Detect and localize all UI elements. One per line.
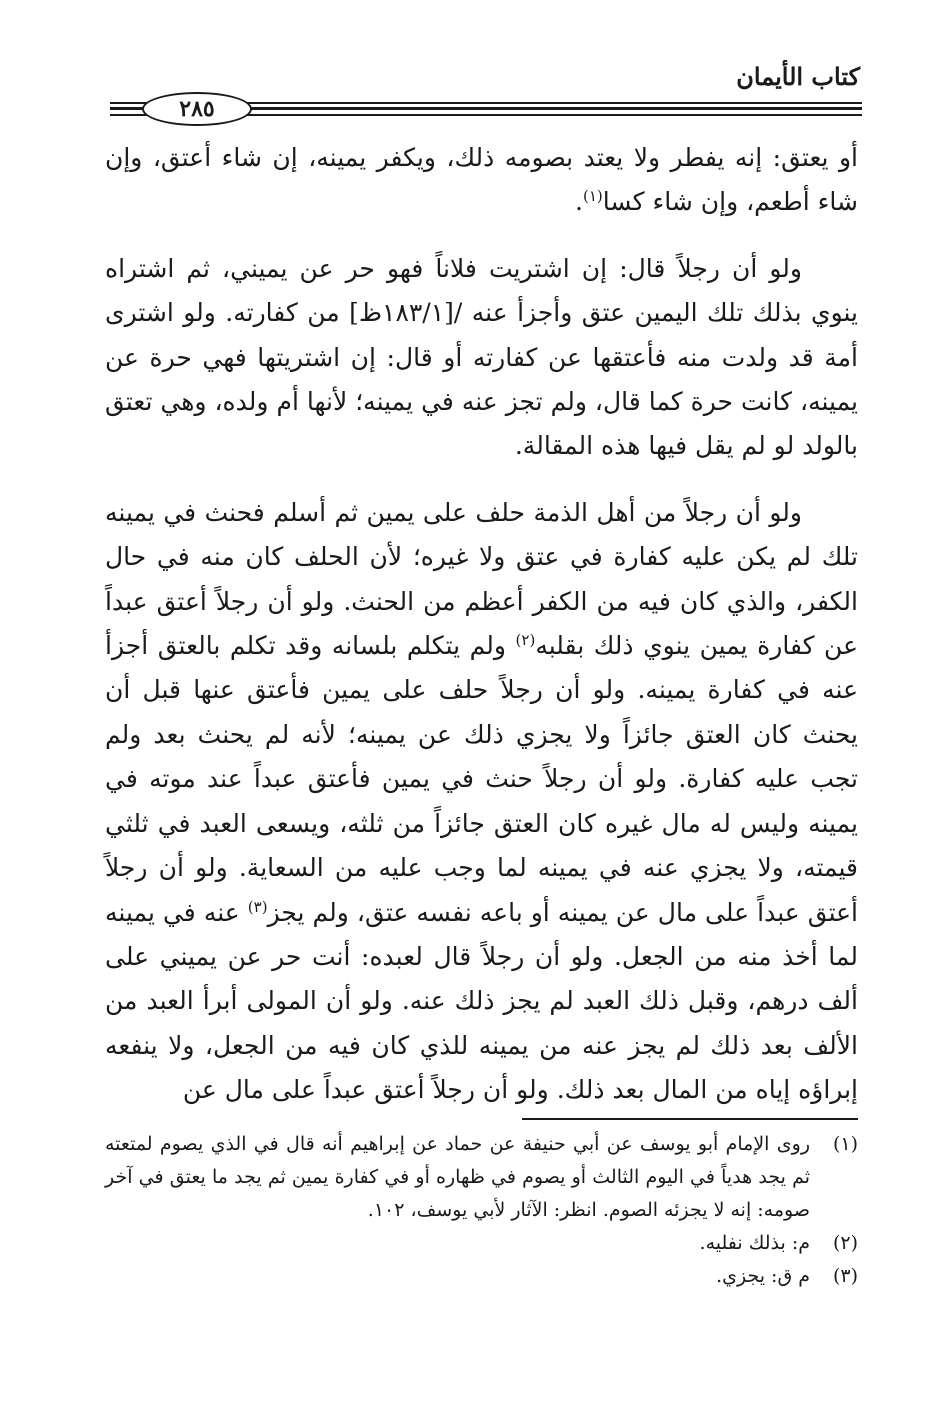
footnote-text: م: بذلك نفليه. (699, 1232, 810, 1254)
paragraph-3-part-b: ولم يتكلم بلسانه وقد تكلم بالعتق أجزأ عنه في كفارة يمينه. ولو أن رجلاً حلف على يمين فأعتق عنها قبل أن يحنث كان العتق جائزاً ولا يجزي ذلك عن يمينه؛ لأنه لم يحنث بعد ولم تجب عليه كفارة. ولو أن رجلاً حنث في يمين فأعتق عبداً عند موته في يمينه وليس له مال غيره كان العتق جائزاً من ثلثه، ويسعى العبد في ثلثي قيمته، ولا يجزي عنه في يمينه لما وجب عليه من السعاية. ولو أن رجلاً أعتق عبداً على مال عن يمينه أو باعه نفسه عتق، ولم يجز (105, 631, 858, 927)
footnote-1 (105, 1128, 858, 1227)
footnote-number: (١) (832, 1133, 858, 1155)
footnotes (105, 1128, 858, 1293)
paragraph-3-part-c: عنه في يمينه لما أخذ منه من الجعل. ولو أن رجلاً قال لعبده: أنت حر عن يميني على ألف درهم، وقبل ذلك العبد لم يجز ذلك عنه. ولو أن المولى أبرأ العبد من الألف بعد ذلك لم يجز عنه من يمينه للذي كان فيه من الجعل، ولا ينفعه إبراؤه إياه من المال بعد ذلك. ولو أن رجلاً أعتق عبداً على مال عن (105, 897, 858, 1105)
footnote-ref-2: (٢) (515, 631, 536, 650)
footnote-text: روى الإمام أبو يوسف عن أبي حنيفة عن حماد عن إبراهيم أنه قال في الذي يصوم لمتعته ثم يجد هدياً في اليوم الثالث أو يصوم في ظهاره أو في كفارة يمين ثم يجد ما يعتق في آخر صومه: إنه لا يجزئه الصوم. انظر: الآثار لأبي يوسف، ١٠٢. (105, 1133, 810, 1221)
page-number: ٢٨٥ (142, 92, 252, 126)
footnote-3 (105, 1260, 858, 1293)
header-rule (110, 92, 862, 126)
paragraph-3-part-a: ولو أن رجلاً من أهل الذمة حلف على يمين ثم أسلم فحنث في يمينه تلك لم يكن عليه كفارة في عتق ولا غيره؛ لأن الحلف كان منه في حال الكفر، والذي كان فيه من الكفر أعظم من الحنث. ولو أن رجلاً أعتق عبداً عن كفارة يمين ينوي ذلك بقلبه (105, 497, 858, 661)
paragraph-2: ولو أن رجلاً قال: إن اشتريت فلاناً فهو حر عن يميني، ثم اشتراه ينوي بذلك تلك اليمين عتق وأجزأ عنه /[١٨٣/١ظ] من كفارته. ولو اشترى أمة قد ولدت منه فأعتقها عن كفارته أو قال: إن اشتريتها فهي حرة عن يمينه، كانت حرة كما قال، ولم تجز عنه في يمينه؛ لأنها أم ولده، وهي تعتق بالولد لو لم يقل فيها هذه المقالة. (105, 253, 858, 461)
paragraph-1 (105, 136, 858, 225)
footnote-number: (٣) (832, 1265, 858, 1287)
footnote-text: م ق: يجزي. (716, 1265, 810, 1287)
footnote-separator (522, 1118, 858, 1120)
footnote-ref-1: (١) (582, 187, 603, 206)
footnote-number: (٢) (832, 1232, 858, 1254)
footnote-ref-3: (٣) (247, 897, 268, 916)
footnote-2 (105, 1227, 858, 1260)
running-title: كتاب الأيمان (736, 62, 860, 91)
main-text (105, 136, 858, 1113)
paragraph-1-text: أو يعتق: إنه يفطر ولا يعتد بصومه ذلك، ويكفر يمينه، إن شاء أعتق، وإن شاء أطعم، وإن شاء كسا (105, 143, 858, 217)
paragraph-3 (105, 491, 858, 1113)
paragraph-1-end: . (575, 187, 583, 217)
